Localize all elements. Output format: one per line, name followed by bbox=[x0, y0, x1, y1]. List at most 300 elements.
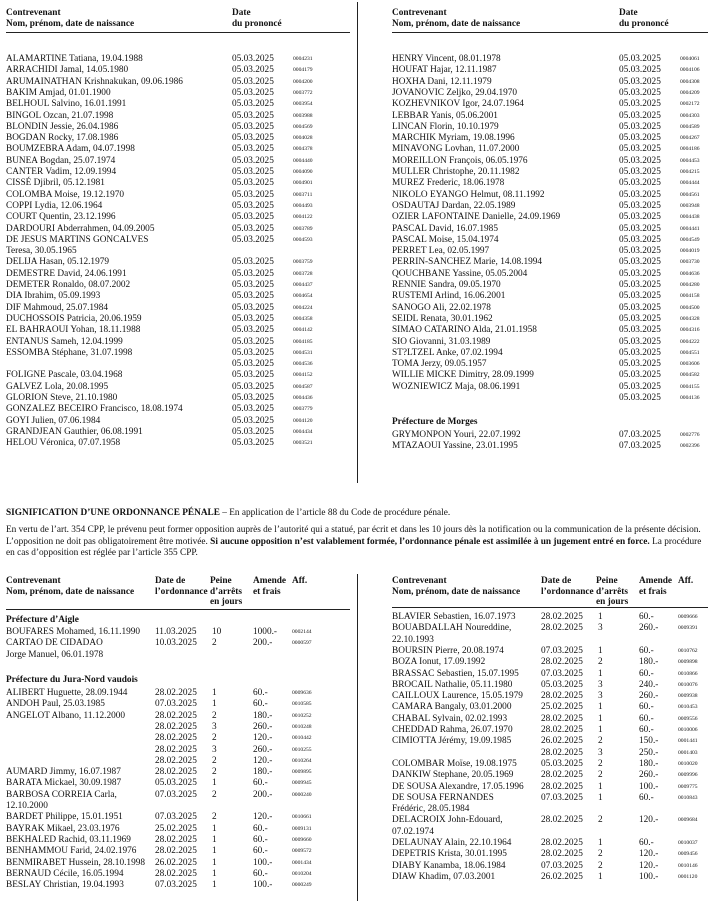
contrevenant-name-cont: 07.02.1974 bbox=[392, 826, 434, 837]
table-row bbox=[363, 303, 708, 314]
peine-jours: 10 bbox=[212, 627, 222, 637]
table-row bbox=[363, 792, 708, 815]
affaire-number: 0004434 bbox=[293, 428, 313, 435]
header-rule bbox=[6, 609, 350, 610]
date-ordonnance: 28.02.2025 bbox=[155, 710, 197, 721]
contrevenant-name: DELAUNAY Alain, 22.10.1964 bbox=[392, 838, 512, 848]
header-rule bbox=[392, 32, 708, 33]
contrevenant-name: ARUMAINATHAN Krishnakukan, 09.06.1986 bbox=[6, 76, 183, 87]
table-row bbox=[6, 370, 351, 381]
affaire-number: 0010146 bbox=[678, 862, 698, 869]
date-prononce: 07.03.2025 bbox=[619, 441, 661, 452]
contrevenant-name: MOREILLON François, 06.05.1976 bbox=[392, 155, 528, 166]
table-row bbox=[6, 99, 351, 110]
table-row bbox=[363, 54, 708, 65]
contrevenant-name: MARCHIK Myriam, 19.08.1996 bbox=[392, 133, 515, 144]
affaire-number: 0010661 bbox=[292, 814, 312, 821]
affaire-number: 0004636 bbox=[680, 270, 700, 277]
date-prononce: 05.03.2025 bbox=[232, 381, 274, 392]
affaire-number: 0004185 bbox=[293, 338, 313, 345]
contrevenant-name: MULLER Christophe, 20.11.1982 bbox=[392, 167, 520, 177]
table-row bbox=[6, 404, 351, 415]
contrevenant-name: BARBOSA CORREIA Carla, bbox=[6, 789, 117, 800]
contrevenant-name: CAMARA Bangaly, 03.01.2000 bbox=[392, 702, 512, 713]
peine-jours: 2 bbox=[598, 815, 603, 826]
table-row bbox=[6, 190, 351, 201]
amende-frais: 60.- bbox=[253, 688, 268, 698]
contrevenant-name: SIO Giovanni, 31.03.1989 bbox=[392, 336, 491, 347]
affaire-number: 0002172 bbox=[680, 101, 700, 108]
affaire-number: 0004436 bbox=[293, 395, 313, 401]
contrevenant-name: OSDAUTAJ Dardan, 22.05.1989 bbox=[392, 200, 516, 211]
contrevenant-name: HENRY Vincent, 08.01.1978 bbox=[392, 54, 501, 64]
date-ordonnance: 28.02.2025 bbox=[541, 781, 583, 792]
amende-frais: 60.- bbox=[639, 645, 654, 656]
amende-frais: 60.- bbox=[639, 725, 654, 735]
peine-jours: 2 bbox=[212, 767, 217, 778]
header-rule bbox=[392, 607, 708, 608]
contrevenant-name: ANDOH Paul, 25.03.1985 bbox=[6, 699, 105, 710]
contrevenant-name: COPPI Lydia, 12.06.1964 bbox=[6, 200, 103, 211]
affaire-number: 0004493 bbox=[293, 202, 313, 209]
affaire-number: 0009938 bbox=[678, 693, 698, 700]
amende-frais: 60.- bbox=[253, 699, 268, 710]
table-row bbox=[6, 347, 351, 370]
affaire-number: 0003606 bbox=[680, 361, 700, 368]
contrevenant-name: CANTER Vadim, 12.09.1994 bbox=[6, 167, 117, 177]
affaire-number: 0004358 bbox=[293, 315, 313, 322]
date-prononce: 05.03.2025 bbox=[232, 302, 274, 313]
date-prononce: 05.03.2025 bbox=[232, 336, 274, 347]
contrevenant-name: CISSÉ Djibril, 05.12.1981 bbox=[6, 178, 105, 189]
date-prononce: 05.03.2025 bbox=[619, 133, 661, 144]
table-row bbox=[363, 235, 708, 246]
peine-jours: 3 bbox=[598, 691, 603, 702]
header-date: Date de l’ordonnance bbox=[541, 576, 594, 597]
table-row bbox=[6, 382, 351, 393]
affaire-number: 0010866 bbox=[678, 670, 698, 677]
contrevenant-name: BINGOL Ozcan, 21.07.1998 bbox=[6, 110, 114, 121]
table-row bbox=[363, 370, 708, 381]
contrevenant-name: ARRACHIDI Jamal, 14.05.1980 bbox=[6, 65, 129, 76]
date-prononce: 05.03.2025 bbox=[619, 178, 661, 189]
contrevenant-name: PASCAL Moise, 15.04.1974 bbox=[392, 234, 499, 245]
date-prononce: 05.03.2025 bbox=[619, 392, 661, 403]
contrevenant-name: COLOMBA Moise, 19.12.1970 bbox=[6, 189, 125, 200]
amende-frais: 100.- bbox=[639, 781, 659, 792]
table-row bbox=[6, 835, 350, 846]
date-prononce: 05.03.2025 bbox=[619, 223, 661, 234]
affaire-number: 0004437 bbox=[293, 282, 313, 288]
table-row bbox=[363, 736, 708, 758]
date-prononce: 05.03.2025 bbox=[232, 155, 274, 166]
table-row bbox=[6, 722, 350, 733]
affaire-number: 0004441 bbox=[680, 225, 700, 232]
affaire-number: 0004328 bbox=[680, 315, 700, 322]
amende-frais: 120.- bbox=[639, 849, 659, 860]
affaire-number: 0002396 bbox=[680, 443, 700, 450]
table-row bbox=[6, 880, 350, 891]
bottom-left-column bbox=[6, 576, 350, 901]
affaire-number: 0003728 bbox=[293, 270, 313, 277]
contrevenant-name: COLOMBAR Moïse, 19.08.1975 bbox=[392, 758, 517, 769]
contrevenant-name: SIMAO CATARINO Alda, 21.01.1958 bbox=[392, 325, 537, 336]
date-prononce: 05.03.2025 bbox=[619, 313, 661, 324]
date-prononce: 05.03.2025 bbox=[619, 155, 661, 166]
affaire-number: 0009775 bbox=[678, 783, 698, 790]
affaire-number: 0004308 bbox=[680, 78, 700, 85]
affaire-number: 0004142 bbox=[293, 327, 313, 334]
affaire-number: 0003789 bbox=[293, 225, 313, 232]
date-ordonnance: 07.03.2025 bbox=[541, 668, 583, 679]
affaire-number: 0004551 bbox=[680, 349, 700, 356]
affaire-number: 0004231 bbox=[293, 56, 313, 62]
affaire-number: 0004593 bbox=[293, 236, 313, 243]
date-prononce: 05.03.2025 bbox=[619, 234, 661, 245]
date-prononce: 05.03.2025 bbox=[619, 370, 661, 381]
affaire-number: 0009898 bbox=[678, 659, 698, 666]
affaire-number: 0010264 bbox=[292, 757, 312, 764]
date-prononce: 05.03.2025 bbox=[232, 178, 274, 189]
affaire-number: 0004453 bbox=[680, 157, 700, 164]
table-row bbox=[6, 65, 351, 76]
header-amende: Amende et frais bbox=[253, 576, 287, 597]
amende-frais: 120.- bbox=[639, 860, 659, 871]
date-prononce: 05.03.2025 bbox=[619, 99, 661, 110]
amende-frais: 260.- bbox=[639, 770, 659, 781]
peine-jours: 1 bbox=[598, 871, 603, 882]
date-ordonnance: 07.03.2025 bbox=[155, 880, 197, 891]
amende-frais: 60.- bbox=[253, 823, 268, 834]
affaire-number: 0001403 bbox=[678, 749, 698, 756]
affaire-number: 0004120 bbox=[293, 417, 313, 424]
table-row bbox=[6, 88, 351, 99]
contrevenant-name: BELHOUL Salvino, 16.01.1991 bbox=[6, 99, 127, 110]
affaire-number: 0010037 bbox=[678, 840, 698, 846]
table-row bbox=[363, 99, 708, 110]
contrevenant-name: DARDOURI Abderrahmen, 04.09.2005 bbox=[6, 223, 155, 234]
amende-frais: 180.- bbox=[253, 710, 273, 721]
contrevenant-name: SANOGO Ali, 22.02.1978 bbox=[392, 302, 491, 313]
table-row bbox=[6, 54, 351, 65]
contrevenant-name: BAKIM Amjad, 01.01.1900 bbox=[6, 87, 111, 98]
amende-frais: 60.- bbox=[253, 834, 268, 845]
contrevenant-name: DANKIW Stephane, 20.05.1969 bbox=[392, 770, 514, 781]
date-ordonnance: 10.03.2025 bbox=[155, 638, 197, 649]
affaire-number: 0009660 bbox=[292, 836, 312, 843]
date-prononce: 05.03.2025 bbox=[232, 291, 274, 302]
table-row bbox=[6, 291, 351, 302]
table-row bbox=[363, 224, 708, 235]
affaire-number: 0000597 bbox=[292, 640, 312, 647]
contrevenant-name: CHABAL Sylvain, 02.02.1993 bbox=[392, 713, 508, 724]
date-prononce: 05.03.2025 bbox=[232, 268, 274, 279]
date-ordonnance: 28.02.2025 bbox=[541, 612, 583, 622]
date-ordonnance: 28.02.2025 bbox=[155, 755, 197, 766]
contrevenant-name: GLORION Steve, 21.10.1980 bbox=[6, 393, 118, 403]
section-heading: Préfecture du Jura-Nord vaudois bbox=[6, 675, 138, 685]
date-ordonnance: 25.02.2025 bbox=[155, 823, 197, 834]
amende-frais: 200.- bbox=[253, 638, 273, 649]
table-row bbox=[363, 381, 708, 403]
date-prononce: 05.03.2025 bbox=[232, 110, 274, 121]
date-prononce: 05.03.2025 bbox=[232, 121, 274, 132]
table-row bbox=[363, 782, 708, 793]
affaire-number: 0004438 bbox=[680, 214, 700, 221]
date-ordonnance: 05.03.2025 bbox=[541, 679, 583, 690]
notice-text-end: La procédure en cas d’opposition est réglée par l’article 355 CPP. bbox=[6, 536, 702, 559]
table-row bbox=[6, 416, 351, 427]
affaire-number: 0003711 bbox=[293, 191, 313, 198]
affaire-number: 0004444 bbox=[680, 180, 700, 187]
table-row bbox=[363, 838, 708, 849]
date-ordonnance: 28.02.2025 bbox=[155, 834, 197, 845]
header-contrevenant: Contrevenant Nom, prénom, date de naissance bbox=[6, 576, 135, 597]
section-heading: Préfecture d’Aigle bbox=[6, 615, 79, 625]
table-row bbox=[6, 144, 351, 155]
affaire-number: 0004179 bbox=[293, 67, 313, 74]
amende-frais: 60.- bbox=[639, 838, 654, 848]
contrevenant-name: DEMESTRE David, 24.06.1991 bbox=[6, 268, 127, 279]
peine-jours: 1 bbox=[212, 857, 217, 868]
contrevenant-name: DIF Mahmoud, 25.07.1984 bbox=[6, 302, 109, 313]
peine-jours: 2 bbox=[598, 736, 603, 747]
contrevenant-name: DIAW Khadim, 07.03.2001 bbox=[392, 871, 496, 882]
date-ordonnance: 28.02.2025 bbox=[541, 838, 583, 848]
contrevenant-name: GONZALEZ BECEIRO Francisco, 18.08.1974 bbox=[6, 404, 183, 415]
date-ordonnance: 28.02.2025 bbox=[541, 657, 583, 668]
affaire-number: 0004587 bbox=[293, 383, 313, 390]
table-row bbox=[363, 280, 708, 291]
date-prononce: 07.03.2025 bbox=[619, 430, 661, 440]
amende-frais: 60.- bbox=[639, 713, 654, 724]
date-prononce: 05.03.2025 bbox=[619, 381, 661, 392]
table-row bbox=[363, 359, 708, 370]
affaire-number: 0004186 bbox=[680, 146, 700, 153]
peine-jours: 2 bbox=[598, 849, 603, 860]
amende-frais: 1000.- bbox=[253, 627, 278, 637]
header-aff: Aff. bbox=[678, 576, 694, 586]
contrevenant-name: BENHAMMOU Farid, 24.02.1976 bbox=[6, 846, 137, 857]
table-row bbox=[6, 303, 351, 314]
date-prononce: 05.03.2025 bbox=[619, 144, 661, 155]
affaire-number: 0004122 bbox=[293, 214, 313, 221]
peine-jours: 2 bbox=[598, 770, 603, 781]
amende-frais: 120.- bbox=[253, 755, 273, 766]
peine-jours: 1 bbox=[212, 778, 217, 789]
contrevenant-name: DE JESUS MARTINS GONCALVES bbox=[6, 234, 149, 245]
date-prononce: 05.03.2025 bbox=[232, 404, 274, 415]
peine-jours: 1 bbox=[212, 834, 217, 845]
amende-frais: 180.- bbox=[639, 758, 659, 769]
table-row bbox=[363, 849, 708, 860]
table-row bbox=[363, 612, 708, 623]
date-ordonnance: 07.03.2025 bbox=[541, 860, 583, 871]
table-row bbox=[6, 438, 351, 449]
table-row bbox=[363, 201, 708, 212]
date-ordonnance: 28.02.2025 bbox=[541, 747, 583, 758]
table-row bbox=[6, 767, 350, 778]
contrevenant-name: BOUABDALLAH Noureddine, bbox=[392, 623, 512, 634]
affaire-number: 0009895 bbox=[292, 769, 312, 776]
peine-jours: 1 bbox=[212, 868, 217, 879]
contrevenant-name: RUSTEMI Arlind, 16.06.2001 bbox=[392, 291, 506, 302]
contrevenant-name: TOMA Jerzy, 09.05.1957 bbox=[392, 359, 487, 370]
date-ordonnance: 28.02.2025 bbox=[541, 849, 583, 860]
contrevenant-name: BUNEA Bogdan, 25.07.1974 bbox=[6, 155, 116, 166]
date-ordonnance: 28.02.2025 bbox=[541, 713, 583, 724]
table-row bbox=[6, 212, 351, 223]
date-prononce: 05.03.2025 bbox=[619, 54, 661, 64]
affaire-number: 0004158 bbox=[680, 293, 700, 300]
contrevenant-name: EL BAHRAOUI Yohan, 18.11.1988 bbox=[6, 325, 141, 336]
date-ordonnance: 05.03.2025 bbox=[155, 778, 197, 789]
affaire-number: 0003948 bbox=[680, 202, 700, 209]
table-row bbox=[6, 858, 350, 869]
peine-jours: 2 bbox=[598, 657, 603, 668]
table-row bbox=[6, 201, 351, 212]
table-row bbox=[363, 144, 708, 155]
affaire-number: 0004152 bbox=[293, 372, 313, 379]
table-row bbox=[363, 325, 708, 336]
contrevenant-name: WOZNIEWICZ Maja, 08.06.1991 bbox=[392, 381, 521, 392]
table-row bbox=[363, 65, 708, 76]
notice-heading bbox=[6, 508, 706, 519]
header-peine: Peine d’arrêts en jours bbox=[210, 576, 243, 607]
table-row bbox=[363, 348, 708, 359]
date-prononce: 05.03.2025 bbox=[232, 189, 274, 200]
table-row bbox=[363, 691, 708, 702]
header-rule bbox=[6, 32, 350, 33]
date-prononce: 05.03.2025 bbox=[619, 76, 661, 87]
affaire-number: 0004500 bbox=[680, 304, 700, 311]
amende-frais: 250.- bbox=[639, 747, 659, 758]
contrevenant-name: BRASSAC Sebastien, 15.07.1995 bbox=[392, 668, 519, 679]
table-row bbox=[6, 733, 350, 744]
notice-title: SIGNIFICATION D’UNE ORDONNANCE PÉNALE bbox=[6, 508, 220, 518]
peine-jours: 2 bbox=[212, 638, 217, 649]
date-prononce: 05.03.2025 bbox=[232, 280, 274, 290]
peine-jours: 3 bbox=[598, 679, 603, 690]
affaire-number: 0003772 bbox=[293, 89, 313, 96]
notice-bold-text: Si aucune opposition n’est valablement formée, l’ordonnance pénale est assimilée à un jugement entré en force. bbox=[210, 536, 650, 547]
date-prononce: 05.03.2025 bbox=[232, 347, 274, 358]
amende-frais: 260.- bbox=[253, 744, 273, 755]
date-prononce: 05.03.2025 bbox=[232, 257, 274, 268]
table-row bbox=[6, 627, 350, 638]
table-row bbox=[6, 711, 350, 722]
date-prononce: 05.03.2025 bbox=[619, 268, 661, 279]
contrevenant-name: DELIJA Hasan, 05.12.1979 bbox=[6, 257, 110, 268]
contrevenant-name-cont: Teresa, 30.05.1965 bbox=[6, 246, 77, 257]
affaire-number: 0003954 bbox=[293, 101, 313, 108]
table-row bbox=[6, 178, 351, 189]
table-row bbox=[363, 88, 708, 99]
peine-jours: 1 bbox=[598, 702, 603, 713]
date-ordonnance: 28.02.2025 bbox=[155, 688, 197, 698]
table-row bbox=[6, 756, 350, 767]
affaire-number: 0004901 bbox=[293, 180, 313, 187]
date-prononce: 05.03.2025 bbox=[232, 426, 274, 437]
date-ordonnance: 28.02.2025 bbox=[541, 691, 583, 702]
affaire-number: 0009636 bbox=[292, 690, 312, 696]
table-row bbox=[363, 702, 708, 713]
table-row bbox=[6, 688, 350, 699]
affaire-number: 0004090 bbox=[293, 169, 313, 175]
affaire-number: 0000240 bbox=[292, 791, 312, 798]
notice-block bbox=[6, 508, 706, 560]
date-ordonnance: 28.02.2025 bbox=[155, 721, 197, 732]
date-ordonnance: 07.03.2025 bbox=[155, 812, 197, 823]
date-ordonnance: 07.03.2025 bbox=[541, 645, 583, 656]
peine-jours: 1 bbox=[598, 838, 603, 848]
amende-frais: 60.- bbox=[639, 612, 654, 622]
affaire-number: 0009666 bbox=[678, 614, 698, 620]
affaire-number: 0004200 bbox=[293, 78, 313, 85]
date-ordonnance: 28.02.2025 bbox=[155, 846, 197, 857]
date-prononce: 05.03.2025 bbox=[619, 121, 661, 132]
date-ordonnance: 07.03.2025 bbox=[541, 792, 583, 803]
table-row bbox=[6, 812, 350, 823]
date-prononce: 05.03.2025 bbox=[232, 370, 274, 381]
date-ordonnance: 07.03.2025 bbox=[155, 699, 197, 710]
affaire-number: 0004061 bbox=[680, 56, 700, 62]
amende-frais: 60.- bbox=[639, 668, 654, 679]
affaire-number: 0010843 bbox=[678, 794, 698, 801]
date-prononce: 05.03.2025 bbox=[232, 438, 274, 449]
table-row bbox=[6, 224, 351, 235]
contrevenant-name: PASCAL David, 16.07.1985 bbox=[392, 223, 498, 234]
affaire-number: 0004267 bbox=[680, 135, 700, 142]
peine-jours: 2 bbox=[212, 733, 217, 744]
date-prononce: 05.03.2025 bbox=[232, 223, 274, 234]
table-row bbox=[363, 657, 708, 668]
contrevenant-name: LINCAN Florin, 10.10.1979 bbox=[392, 121, 499, 132]
table-row bbox=[363, 759, 708, 770]
date-prononce: 05.03.2025 bbox=[619, 87, 661, 98]
contrevenant-name: MTAZAOUI Yassine, 23.01.1995 bbox=[392, 441, 518, 452]
contrevenant-name: CHEDDAD Rahma, 26.07.1970 bbox=[392, 725, 513, 735]
date-prononce: 05.03.2025 bbox=[619, 200, 661, 211]
header-amende: Amende et frais bbox=[639, 576, 673, 597]
contrevenant-name: BAYRAK Mikael, 23.03.1976 bbox=[6, 823, 120, 834]
affaire-number: 0003988 bbox=[293, 112, 313, 119]
column-divider bbox=[357, 2, 358, 483]
affaire-number: 0004136 bbox=[680, 394, 700, 401]
affaire-number: 0004155 bbox=[680, 383, 700, 390]
affaire-number: 0010585 bbox=[292, 701, 312, 708]
table-row bbox=[6, 156, 351, 167]
table-row bbox=[6, 111, 351, 122]
affaire-number: 0003521 bbox=[293, 440, 313, 447]
date-prononce: 05.03.2025 bbox=[232, 313, 274, 324]
affaire-number: 0001441 bbox=[678, 738, 698, 745]
header-date: Date du prononcé bbox=[619, 8, 669, 29]
table-row bbox=[6, 337, 351, 348]
date-prononce: 05.03.2025 bbox=[232, 212, 274, 223]
affaire-number: 0010248 bbox=[292, 723, 312, 730]
table-row bbox=[363, 178, 708, 189]
contrevenant-name: FOLIGNE Pascale, 03.04.1968 bbox=[6, 370, 123, 381]
peine-jours: 1 bbox=[212, 846, 217, 857]
contrevenant-name: OZIER LAFONTAINE Danielle, 24.09.1969 bbox=[392, 212, 561, 223]
contrevenant-name-cont: Frédéric, 28.05.1984 bbox=[392, 804, 470, 815]
affaire-number: 0004280 bbox=[680, 282, 700, 288]
amende-frais: 60.- bbox=[253, 778, 268, 789]
affaire-number: 0009556 bbox=[678, 715, 698, 722]
header-date: Date de l’ordonnance bbox=[155, 576, 208, 597]
peine-jours: 2 bbox=[212, 710, 217, 721]
